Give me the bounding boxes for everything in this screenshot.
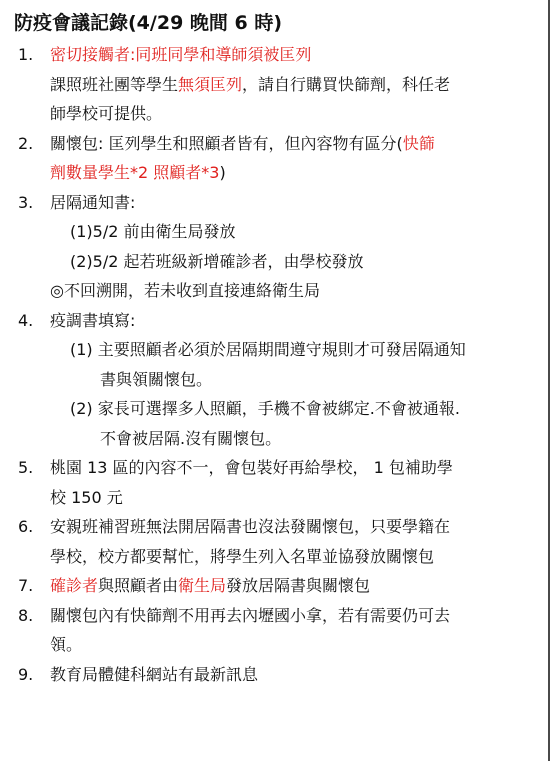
item-number: 3.	[18, 192, 34, 212]
body-text: 校 150 元	[50, 487, 123, 507]
item-line	[50, 70, 526, 100]
document-title: 防疫會議記錄(4/29 晚間 6 時)	[14, 12, 283, 34]
item-line	[50, 424, 526, 454]
item-line	[50, 188, 526, 218]
body-text: (2) 家長可選擇多人照顧，手機不會被綁定.不會被通報.	[70, 399, 460, 418]
body-text: 不會被居隔.沒有關懷包。	[100, 428, 282, 448]
item-line	[50, 660, 526, 690]
item-line	[50, 630, 526, 660]
highlighted-text: 密切接觸者:同班同學和導師須被匡列	[50, 45, 312, 64]
body-text: 安親班補習班無法開居隔書也沒法發關懷包，只要學籍在	[50, 517, 451, 536]
body-text: )	[219, 163, 226, 182]
highlighted-text: 無須匡列	[178, 74, 243, 94]
list-item	[14, 306, 526, 454]
item-number: 1.	[18, 45, 34, 64]
item-body	[50, 453, 526, 512]
item-number: 4.	[18, 310, 34, 330]
item-line	[50, 335, 526, 365]
body-text: 關懷包: 匡列學生和照顧者皆有，但內容物有區分(	[50, 133, 403, 153]
item-line	[50, 99, 526, 129]
item-line	[50, 158, 526, 188]
item-body	[50, 40, 526, 129]
list-item	[14, 453, 526, 512]
item-line	[50, 306, 526, 336]
item-number: 8.	[18, 605, 34, 625]
highlighted-text: 確診者	[50, 576, 99, 595]
item-number: 5.	[18, 458, 34, 477]
item-number: 9.	[18, 664, 34, 684]
item-line	[50, 129, 526, 159]
body-text: 書與領關懷包。	[100, 369, 213, 389]
item-line	[50, 217, 526, 247]
item-number: 7.	[18, 576, 34, 595]
highlighted-text: 劑數量學生*2 照顧者*3	[50, 163, 220, 182]
item-body	[50, 512, 526, 571]
item-number: 6.	[18, 517, 34, 536]
list-item	[14, 512, 526, 571]
body-text: 發放居隔書與關懷包	[226, 576, 371, 595]
item-line	[50, 276, 526, 306]
body-text: 桃園 13 區的內容不一，會包裝好再給學校， 1 包補助學	[50, 458, 453, 477]
item-line	[50, 453, 526, 483]
item-line	[50, 365, 526, 395]
item-body	[50, 306, 526, 454]
item-body	[50, 571, 526, 601]
list-item	[14, 601, 526, 660]
highlighted-text: 快篩	[402, 133, 435, 153]
item-line	[50, 483, 526, 513]
body-text: 學校，校方都要幫忙，將學生列入名單並協發放關懷包	[50, 546, 435, 566]
list-item	[14, 188, 526, 306]
body-text: (1) 主要照顧者必須於居隔期間遵守規則才可發居隔通知	[70, 340, 466, 359]
item-body	[50, 660, 526, 690]
list-item	[14, 40, 526, 129]
item-line	[50, 512, 526, 542]
body-text: 師學校可提供。	[50, 104, 163, 123]
item-body	[50, 129, 526, 188]
body-text: 居隔通知書:	[50, 192, 136, 212]
item-body	[50, 188, 526, 306]
body-text: (1)5/2 前由衛生局發放	[70, 222, 236, 241]
body-text: ，請自行購買快篩劑，科任老	[242, 74, 451, 94]
body-text: 教育局體健科網站有最新訊息	[50, 664, 259, 684]
item-body	[50, 601, 526, 660]
list-item	[14, 571, 526, 601]
body-text: ◎不回溯開，若未收到直接連絡衛生局	[50, 281, 320, 300]
body-text: 關懷包內有快篩劑不用再去內壢國小拿，若有需要仍可去	[50, 605, 451, 625]
body-text: 疫調書填寫:	[50, 310, 136, 330]
body-text: 領。	[50, 635, 83, 654]
item-line	[50, 571, 526, 601]
list-item	[14, 129, 526, 188]
item-line	[50, 601, 526, 631]
body-text: 與照顧者由	[98, 576, 179, 595]
item-number: 2.	[18, 133, 34, 153]
item-line	[50, 247, 526, 277]
list-item	[14, 660, 526, 690]
body-text: (2)5/2 起若班級新增確診者，由學校發放	[70, 251, 364, 271]
minutes-list	[14, 40, 526, 689]
item-line	[50, 542, 526, 572]
body-text: 課照班社團等學生	[50, 74, 179, 94]
item-line	[50, 40, 526, 70]
highlighted-text: 衛生局	[178, 576, 227, 595]
item-line	[50, 394, 526, 424]
